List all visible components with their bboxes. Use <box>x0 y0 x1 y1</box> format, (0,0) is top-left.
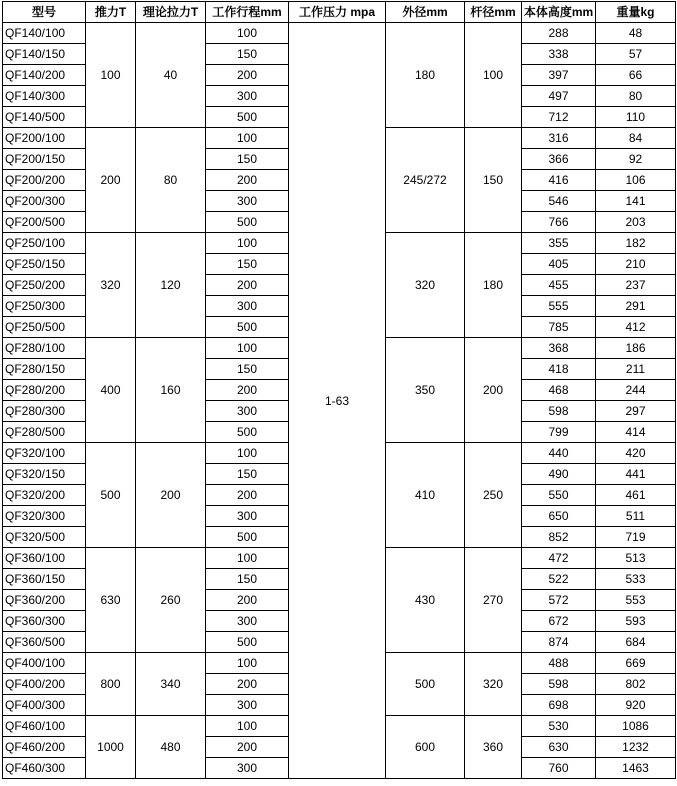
stroke-cell: 100 <box>206 338 289 359</box>
weight-cell: 297 <box>596 401 676 422</box>
body-height-cell: 712 <box>522 107 596 128</box>
body-height-cell: 418 <box>522 359 596 380</box>
stroke-cell: 100 <box>206 443 289 464</box>
model-cell: QF140/200 <box>3 65 86 86</box>
header-body-height: 本体高度mm <box>522 2 596 23</box>
model-cell: QF460/300 <box>3 758 86 779</box>
body-height-cell: 672 <box>522 611 596 632</box>
body-height-cell: 455 <box>522 275 596 296</box>
stroke-cell: 300 <box>206 191 289 212</box>
stroke-cell: 500 <box>206 317 289 338</box>
stroke-cell: 150 <box>206 44 289 65</box>
thrust-cell: 800 <box>86 653 136 716</box>
body-height-cell: 530 <box>522 716 596 737</box>
thrust-cell: 630 <box>86 548 136 653</box>
model-cell: QF250/100 <box>3 233 86 254</box>
body-height-cell: 488 <box>522 653 596 674</box>
body-height-cell: 472 <box>522 548 596 569</box>
weight-cell: 92 <box>596 149 676 170</box>
body-height-cell: 368 <box>522 338 596 359</box>
body-height-cell: 852 <box>522 527 596 548</box>
outer-diameter-cell: 320 <box>386 233 465 338</box>
weight-cell: 57 <box>596 44 676 65</box>
model-cell: QF200/300 <box>3 191 86 212</box>
header-thrust: 推力T <box>86 2 136 23</box>
pull-cell: 200 <box>136 443 206 548</box>
stroke-cell: 200 <box>206 380 289 401</box>
model-cell: QF280/300 <box>3 401 86 422</box>
model-cell: QF200/500 <box>3 212 86 233</box>
weight-cell: 211 <box>596 359 676 380</box>
stroke-cell: 150 <box>206 254 289 275</box>
stroke-cell: 500 <box>206 527 289 548</box>
weight-cell: 669 <box>596 653 676 674</box>
stroke-cell: 500 <box>206 107 289 128</box>
stroke-cell: 200 <box>206 485 289 506</box>
pull-cell: 40 <box>136 23 206 128</box>
stroke-cell: 300 <box>206 296 289 317</box>
weight-cell: 66 <box>596 65 676 86</box>
body-height-cell: 468 <box>522 380 596 401</box>
model-cell: QF250/200 <box>3 275 86 296</box>
weight-cell: 802 <box>596 674 676 695</box>
header-model: 型号 <box>3 2 86 23</box>
thrust-cell: 1000 <box>86 716 136 779</box>
stroke-cell: 300 <box>206 86 289 107</box>
weight-cell: 84 <box>596 128 676 149</box>
stroke-cell: 500 <box>206 632 289 653</box>
stroke-cell: 300 <box>206 506 289 527</box>
weight-cell: 684 <box>596 632 676 653</box>
rod-diameter-cell: 150 <box>465 128 522 233</box>
weight-cell: 719 <box>596 527 676 548</box>
model-cell: QF400/100 <box>3 653 86 674</box>
model-cell: QF320/150 <box>3 464 86 485</box>
body-height-cell: 440 <box>522 443 596 464</box>
rod-diameter-cell: 180 <box>465 233 522 338</box>
outer-diameter-cell: 245/272 <box>386 128 465 233</box>
pull-cell: 480 <box>136 716 206 779</box>
model-cell: QF280/200 <box>3 380 86 401</box>
pull-cell: 260 <box>136 548 206 653</box>
weight-cell: 1086 <box>596 716 676 737</box>
stroke-cell: 150 <box>206 359 289 380</box>
stroke-cell: 100 <box>206 233 289 254</box>
body-height-cell: 874 <box>522 632 596 653</box>
weight-cell: 441 <box>596 464 676 485</box>
weight-cell: 461 <box>596 485 676 506</box>
weight-cell: 80 <box>596 86 676 107</box>
body-height-cell: 366 <box>522 149 596 170</box>
model-cell: QF360/500 <box>3 632 86 653</box>
outer-diameter-cell: 500 <box>386 653 465 716</box>
model-cell: QF280/100 <box>3 338 86 359</box>
outer-diameter-cell: 180 <box>386 23 465 128</box>
body-height-cell: 550 <box>522 485 596 506</box>
header-weight: 重量kg <box>596 2 676 23</box>
model-cell: QF320/200 <box>3 485 86 506</box>
model-cell: QF140/150 <box>3 44 86 65</box>
stroke-cell: 200 <box>206 590 289 611</box>
stroke-cell: 150 <box>206 464 289 485</box>
header-pressure: 工作压力 mpa <box>289 2 386 23</box>
model-cell: QF140/300 <box>3 86 86 107</box>
outer-diameter-cell: 410 <box>386 443 465 548</box>
body-height-cell: 497 <box>522 86 596 107</box>
stroke-cell: 200 <box>206 674 289 695</box>
rod-diameter-cell: 200 <box>465 338 522 443</box>
thrust-cell: 400 <box>86 338 136 443</box>
model-cell: QF280/500 <box>3 422 86 443</box>
weight-cell: 412 <box>596 317 676 338</box>
model-cell: QF400/300 <box>3 695 86 716</box>
rod-diameter-cell: 250 <box>465 443 522 548</box>
stroke-cell: 300 <box>206 695 289 716</box>
stroke-cell: 300 <box>206 401 289 422</box>
body-height-cell: 698 <box>522 695 596 716</box>
body-height-cell: 555 <box>522 296 596 317</box>
model-cell: QF140/100 <box>3 23 86 44</box>
model-cell: QF360/100 <box>3 548 86 569</box>
stroke-cell: 200 <box>206 275 289 296</box>
body-height-cell: 405 <box>522 254 596 275</box>
body-height-cell: 490 <box>522 464 596 485</box>
model-cell: QF360/300 <box>3 611 86 632</box>
thrust-cell: 500 <box>86 443 136 548</box>
body-height-cell: 522 <box>522 569 596 590</box>
weight-cell: 920 <box>596 695 676 716</box>
header-outer-diameter: 外径mm <box>386 2 465 23</box>
weight-cell: 533 <box>596 569 676 590</box>
model-cell: QF140/500 <box>3 107 86 128</box>
weight-cell: 513 <box>596 548 676 569</box>
header-pull: 理论拉力T <box>136 2 206 23</box>
model-cell: QF280/150 <box>3 359 86 380</box>
weight-cell: 244 <box>596 380 676 401</box>
stroke-cell: 100 <box>206 653 289 674</box>
model-cell: QF400/200 <box>3 674 86 695</box>
model-cell: QF200/200 <box>3 170 86 191</box>
model-cell: QF200/150 <box>3 149 86 170</box>
weight-cell: 106 <box>596 170 676 191</box>
weight-cell: 186 <box>596 338 676 359</box>
stroke-cell: 500 <box>206 212 289 233</box>
stroke-cell: 100 <box>206 128 289 149</box>
weight-cell: 237 <box>596 275 676 296</box>
body-height-cell: 416 <box>522 170 596 191</box>
rod-diameter-cell: 360 <box>465 716 522 779</box>
weight-cell: 1463 <box>596 758 676 779</box>
body-height-cell: 316 <box>522 128 596 149</box>
weight-cell: 553 <box>596 590 676 611</box>
stroke-cell: 100 <box>206 548 289 569</box>
model-cell: QF250/300 <box>3 296 86 317</box>
model-cell: QF320/300 <box>3 506 86 527</box>
pull-cell: 120 <box>136 233 206 338</box>
weight-cell: 291 <box>596 296 676 317</box>
body-height-cell: 785 <box>522 317 596 338</box>
pull-cell: 80 <box>136 128 206 233</box>
body-height-cell: 766 <box>522 212 596 233</box>
stroke-cell: 200 <box>206 170 289 191</box>
header-row <box>3 2 676 23</box>
outer-diameter-cell: 430 <box>386 548 465 653</box>
body-height-cell: 397 <box>522 65 596 86</box>
body-height-cell: 598 <box>522 401 596 422</box>
pull-cell: 160 <box>136 338 206 443</box>
thrust-cell: 200 <box>86 128 136 233</box>
weight-cell: 511 <box>596 506 676 527</box>
weight-cell: 48 <box>596 23 676 44</box>
weight-cell: 1232 <box>596 737 676 758</box>
spec-table-body <box>3 23 676 779</box>
body-height-cell: 572 <box>522 590 596 611</box>
outer-diameter-cell: 600 <box>386 716 465 779</box>
body-height-cell: 630 <box>522 737 596 758</box>
model-cell: QF360/200 <box>3 590 86 611</box>
header-stroke: 工作行程mm <box>206 2 289 23</box>
body-height-cell: 355 <box>522 233 596 254</box>
stroke-cell: 100 <box>206 23 289 44</box>
body-height-cell: 760 <box>522 758 596 779</box>
weight-cell: 414 <box>596 422 676 443</box>
model-cell: QF250/150 <box>3 254 86 275</box>
weight-cell: 182 <box>596 233 676 254</box>
stroke-cell: 300 <box>206 611 289 632</box>
pull-cell: 340 <box>136 653 206 716</box>
stroke-cell: 200 <box>206 65 289 86</box>
table-row <box>3 23 676 44</box>
model-cell: QF250/500 <box>3 317 86 338</box>
weight-cell: 110 <box>596 107 676 128</box>
weight-cell: 420 <box>596 443 676 464</box>
model-cell: QF460/100 <box>3 716 86 737</box>
stroke-cell: 150 <box>206 569 289 590</box>
header-rod-diameter: 杆径mm <box>465 2 522 23</box>
weight-cell: 210 <box>596 254 676 275</box>
weight-cell: 593 <box>596 611 676 632</box>
thrust-cell: 100 <box>86 23 136 128</box>
stroke-cell: 150 <box>206 149 289 170</box>
rod-diameter-cell: 270 <box>465 548 522 653</box>
body-height-cell: 799 <box>522 422 596 443</box>
model-cell: QF200/100 <box>3 128 86 149</box>
body-height-cell: 288 <box>522 23 596 44</box>
body-height-cell: 338 <box>522 44 596 65</box>
weight-cell: 141 <box>596 191 676 212</box>
pressure-cell: 1-63 <box>289 23 386 779</box>
stroke-cell: 100 <box>206 716 289 737</box>
rod-diameter-cell: 320 <box>465 653 522 716</box>
spec-table <box>2 1 676 779</box>
body-height-cell: 546 <box>522 191 596 212</box>
stroke-cell: 300 <box>206 758 289 779</box>
rod-diameter-cell: 100 <box>465 23 522 128</box>
model-cell: QF460/200 <box>3 737 86 758</box>
thrust-cell: 320 <box>86 233 136 338</box>
model-cell: QF320/500 <box>3 527 86 548</box>
stroke-cell: 500 <box>206 422 289 443</box>
weight-cell: 203 <box>596 212 676 233</box>
body-height-cell: 650 <box>522 506 596 527</box>
outer-diameter-cell: 350 <box>386 338 465 443</box>
model-cell: QF320/100 <box>3 443 86 464</box>
body-height-cell: 598 <box>522 674 596 695</box>
stroke-cell: 200 <box>206 737 289 758</box>
model-cell: QF360/150 <box>3 569 86 590</box>
